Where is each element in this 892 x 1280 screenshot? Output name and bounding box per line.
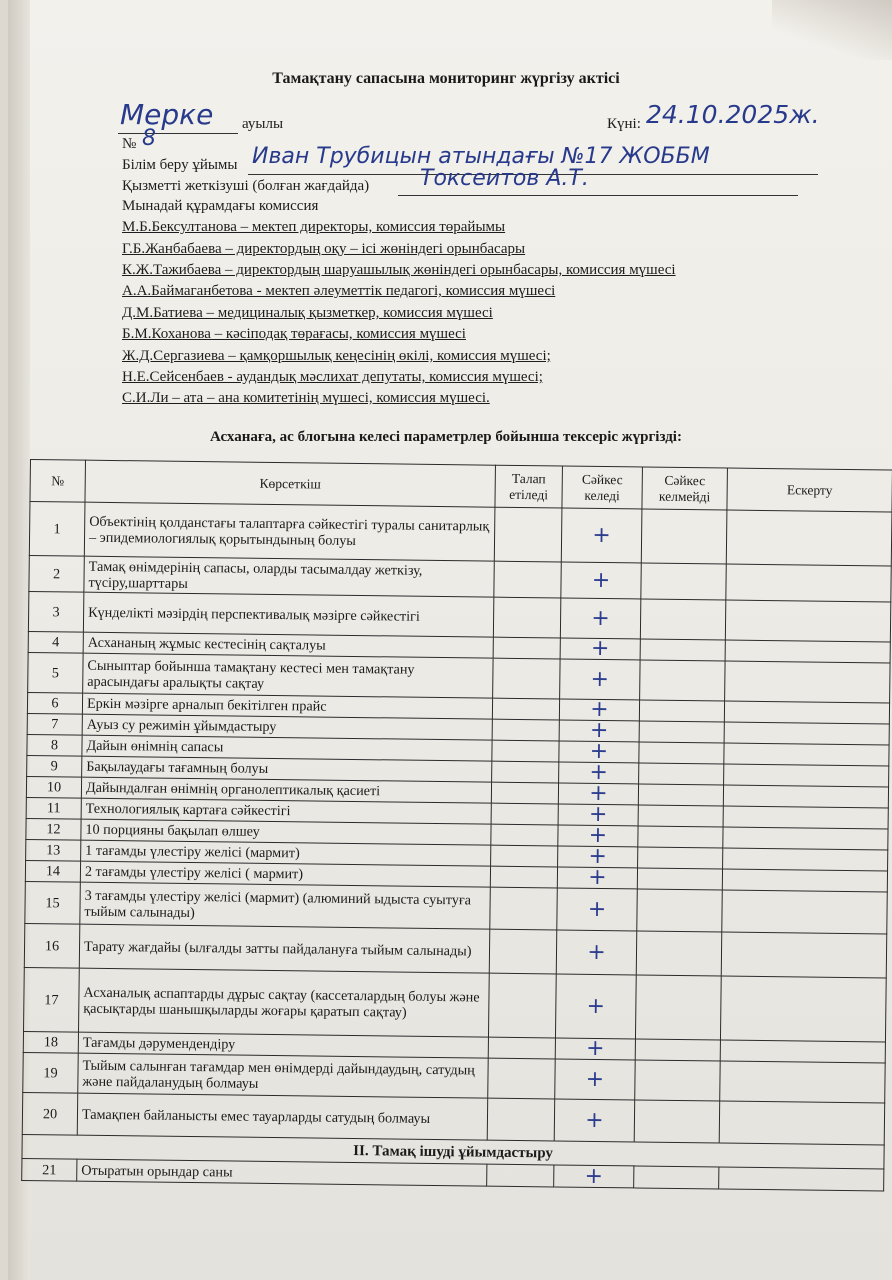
commission-member: А.А.Баймаганбетова - мектеп әлеуметтік педагогі, комиссия мүшесі (122, 283, 556, 299)
cell-noncompliant (639, 721, 724, 743)
cell-noncompliant (634, 1100, 720, 1143)
check-mark: + (559, 720, 639, 742)
check-mark: + (557, 888, 638, 931)
cell-note (724, 764, 889, 787)
row-number: 3 (28, 591, 83, 632)
cell-required (490, 866, 557, 888)
row-number: 21 (22, 1158, 77, 1181)
check-mark: + (559, 741, 639, 763)
row-number: 12 (26, 818, 81, 840)
number-handwritten: 8 (142, 126, 156, 151)
cell-note (719, 1167, 884, 1191)
commission-member: Ж.Д.Сергазиева – қамқоршылық кеңесінің өкілі, комиссия мүшесі; (122, 348, 551, 364)
check-mark: + (557, 867, 637, 889)
cell-note (723, 848, 888, 871)
row-number: 7 (27, 713, 82, 735)
row-indicator: Тағамды дәрумендендіру (78, 1032, 488, 1058)
col-header-number: № (30, 460, 86, 503)
check-mark: + (561, 508, 642, 563)
cell-required (488, 1037, 555, 1059)
row-indicator: Отыратын орындар саны (77, 1159, 487, 1186)
cell-required (490, 887, 558, 930)
village-label: ауылы (242, 116, 284, 132)
commission-member: К.Ж.Тажибаева – директордың шаруашылық жөніндегі орынбасары, комиссия мүшесі (122, 262, 676, 278)
row-number: 11 (26, 797, 81, 819)
check-mark: + (558, 804, 638, 826)
row-indicator: Асхананың жұмыс кестесінің сақталуы (83, 632, 493, 658)
cell-noncompliant (639, 700, 724, 722)
cell-note (725, 600, 890, 642)
cell-required (492, 719, 559, 741)
check-mark: + (555, 974, 636, 1039)
cell-note (726, 564, 891, 602)
cell-note (719, 1101, 885, 1145)
row-number: 20 (22, 1092, 78, 1135)
row-number: 8 (27, 734, 82, 756)
row-indicator: Тамақ өнімдерінің сапасы, оларды тасымалдау жеткізу, түсіру,шарттары (84, 556, 494, 597)
row-number: 18 (23, 1031, 78, 1053)
check-mark: + (559, 699, 639, 721)
village-handwritten: Мерке (120, 98, 214, 131)
row-indicator: Тамақпен байланысты емес тауарларды сатудың болмауы (77, 1093, 487, 1140)
commission-member: Д.М.Батиева – медициналық қызметкер, комиссия мүшесі (122, 305, 493, 321)
cell-note (722, 890, 888, 934)
cell-noncompliant (637, 868, 722, 890)
inspection-table (21, 459, 892, 1191)
cell-required (491, 803, 558, 825)
cell-noncompliant (635, 975, 721, 1040)
cell-note (724, 722, 889, 745)
cell-note (723, 785, 888, 808)
cell-note (725, 640, 890, 663)
number-label: № (122, 136, 137, 152)
cell-noncompliant (634, 1166, 719, 1189)
cell-required (493, 597, 560, 638)
cell-noncompliant (638, 826, 723, 848)
cell-required (491, 782, 558, 804)
check-mark: + (554, 1165, 634, 1188)
cell-note (720, 976, 886, 1042)
row-number: 2 (29, 555, 84, 592)
cell-note (721, 932, 887, 978)
cell-required (491, 824, 558, 846)
cell-note (724, 701, 889, 724)
check-mark: + (560, 659, 640, 700)
supplier-label: Қызметті жеткізуші (болған жағдайда) (122, 178, 370, 194)
cell-noncompliant (641, 563, 726, 600)
row-indicator: Тарату жағдайы (ылғалды затты пайдалануға тыйым салынады) (79, 924, 490, 973)
cell-required (487, 1164, 554, 1187)
check-mark: + (561, 562, 641, 599)
commission-member: Б.М.Коханова – кәсіподақ төрағасы, комиссия мүшесі (122, 326, 466, 342)
check-mark: + (556, 930, 637, 975)
cell-note (724, 743, 889, 766)
row-indicator: Технологиялық картаға сәйкестігі (81, 798, 491, 824)
row-number: 9 (27, 755, 82, 777)
cell-note (725, 661, 890, 703)
section-title: II. Тамақ ішуді ұйымдастыру (22, 1134, 884, 1169)
row-number: 17 (24, 967, 80, 1032)
supplier-underline (398, 195, 798, 196)
cell-noncompliant (639, 742, 724, 764)
row-indicator: Асханалық аспаптарды дұрыс сақтау (кассеталардың болуы және қасықтарды шанышқыларды жоғары қаратып сақтау) (79, 968, 490, 1037)
col-header-noncompliant: Сәйкес келмейді (642, 467, 728, 510)
check-mark: + (554, 1099, 635, 1142)
cell-note (720, 1040, 885, 1063)
check-mark: + (555, 1038, 635, 1060)
row-indicator: Объектінің қолданстағы талаптарға сәйкестігі туралы санитарлық – эпидемиологиялық қорытындының болуы (84, 502, 495, 561)
commission-member: Г.Б.Жанбабаева – директордың оқу – ісі жөніндегі орынбасары (122, 241, 526, 257)
cell-noncompliant (640, 660, 725, 701)
school-label: Білім беру ұйымы (122, 157, 238, 173)
cell-noncompliant (638, 805, 723, 827)
row-indicator: Сыныптар бойынша тамақтану кестесі мен тамақтану арасындағы аралықты сақтау (83, 653, 493, 698)
cell-note (723, 827, 888, 850)
cell-noncompliant (636, 931, 722, 976)
row-number: 19 (23, 1052, 78, 1093)
cell-required (492, 761, 559, 783)
table-row (24, 967, 887, 1042)
row-number: 14 (25, 860, 80, 882)
page-corner (772, 0, 892, 60)
cell-noncompliant (638, 784, 723, 806)
row-number: 13 (26, 839, 81, 861)
cell-noncompliant (638, 847, 723, 869)
col-header-compliant: Сәйкес келеді (562, 466, 643, 509)
commission-member: М.Б.Бексултанова – мектеп директоры, комиссия төрайымы (122, 219, 506, 235)
cell-required (488, 973, 556, 1038)
row-indicator: 3 тағамды үлестіру желісі (мармит) (алюминий ыдыста суытуға тыйым салынады) (80, 882, 490, 929)
cell-noncompliant (641, 509, 727, 564)
row-number: 15 (25, 881, 81, 924)
cell-note (722, 869, 887, 892)
cell-required (493, 658, 560, 699)
row-indicator: Дайындалған өнімнің органолептикалық қасиеті (81, 777, 491, 803)
check-mark: + (555, 1059, 635, 1100)
row-indicator: Дайын өнімнің сапасы (82, 735, 492, 761)
row-indicator: 1 тағамды үлестіру желісі (мармит) (81, 840, 491, 866)
date-label: Күні: (607, 116, 641, 132)
row-number: 5 (28, 652, 83, 693)
col-header-note: Ескерту (727, 468, 892, 512)
col-header-required: Талап етіледі (495, 465, 563, 508)
cell-required (494, 561, 561, 598)
row-indicator: 10 порцияны бақылап өлшеу (81, 819, 491, 845)
check-mark: + (558, 825, 638, 847)
cell-noncompliant (637, 889, 723, 932)
cell-required (492, 740, 559, 762)
cell-required (491, 845, 558, 867)
school-handwritten: Иван Трубицын атындағы №17 ЖОББМ (252, 144, 710, 169)
check-mark: + (558, 846, 638, 868)
commission-label: Мынадай құрамдағы комиссия (122, 198, 319, 214)
cell-noncompliant (635, 1060, 720, 1101)
cell-required (487, 1098, 555, 1141)
row-indicator: Бақылаудағы тағамның болуы (82, 756, 492, 782)
check-mark: + (558, 783, 638, 805)
cell-required (494, 507, 562, 562)
row-number: 16 (24, 923, 80, 968)
cell-required (488, 1058, 555, 1099)
row-indicator: 2 тағамды үлестіру желісі ( мармит) (80, 861, 490, 887)
cell-note (726, 510, 892, 566)
cell-required (493, 637, 560, 659)
village-underline (118, 133, 238, 134)
document-title: Тамақтану сапасына мониторинг жүргізу актісі (272, 70, 620, 87)
row-number: 1 (29, 502, 85, 557)
check-mark: + (560, 638, 640, 660)
cell-noncompliant (635, 1039, 720, 1061)
cell-note (723, 806, 888, 829)
cell-noncompliant (640, 599, 725, 640)
col-header-indicator: Көрсеткіш (85, 460, 495, 507)
check-mark: + (560, 598, 640, 639)
commission-member: С.И.Ли – ата – ана комитетінің мүшесі, комиссия мүшесі. (122, 390, 490, 406)
cell-noncompliant (639, 763, 724, 785)
supplier-handwritten: Токсеитов А.Т. (420, 166, 589, 191)
inspection-heading: Асханаға, ас блогына келесі параметрлер бойынша тексеріс жүргізді: (210, 429, 682, 445)
row-indicator: Күнделікті мәзірдің перспективалық мәзірге сәйкестігі (83, 592, 493, 637)
cell-required (489, 929, 557, 974)
cell-note (720, 1061, 885, 1103)
row-number: 10 (26, 776, 81, 798)
check-mark: + (559, 762, 639, 784)
row-indicator: Тыйым салынған тағамдар мен өнімдерді дайындаудың, сатудың және пайдаланудың болмауы (78, 1053, 488, 1098)
cell-noncompliant (640, 639, 725, 661)
row-indicator: Еркін мәзірге арналып бекітілген прайс (82, 693, 492, 719)
commission-member: Н.Е.Сейсенбаев - аудандық мәслихат депутаты, комиссия мүшесі; (122, 369, 543, 385)
row-number: 4 (28, 631, 83, 653)
row-indicator: Ауыз су режимін ұйымдастыру (82, 714, 492, 740)
date-handwritten: 24.10.2025ж. (646, 100, 820, 129)
cell-required (492, 698, 559, 720)
row-number: 6 (27, 692, 82, 714)
